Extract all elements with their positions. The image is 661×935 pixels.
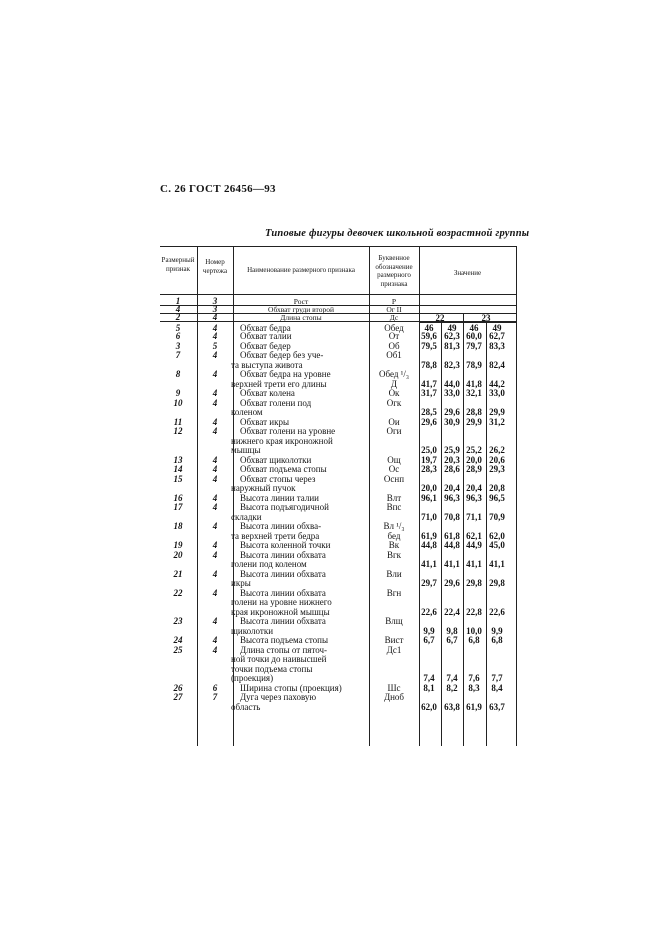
row-symbol: Ос: [388, 464, 400, 474]
row-value: 33,0: [489, 388, 505, 398]
value-header-hip: 49: [447, 322, 457, 333]
row-value: 44,2: [489, 378, 505, 389]
row-number: 6: [175, 331, 181, 341]
row-symbol: Дноб: [383, 692, 405, 702]
row-value: 10,0: [466, 625, 482, 636]
row-symbol: Оснп: [383, 473, 405, 484]
value-header-hip: 46: [469, 322, 479, 333]
row-drawing: 4: [212, 521, 218, 531]
row-name-line: нижнего края икроножной: [231, 435, 333, 446]
row-value: 20,6: [489, 454, 505, 465]
row-value: 79,5: [421, 340, 437, 351]
row-value: 71,0: [421, 511, 437, 522]
row-symbol: Дс1: [386, 644, 402, 655]
row-value: 9,8: [446, 625, 458, 636]
row-symbol: Шс: [387, 682, 401, 693]
param-row-symbol: Дс: [389, 313, 399, 322]
row-name-line: Обхват стопы через: [240, 473, 316, 484]
row-symbol: Оги: [386, 426, 402, 436]
row-number: 27: [173, 692, 183, 702]
row-number: 14: [173, 464, 183, 474]
row-value: 29,8: [489, 578, 505, 588]
row-number: 26: [173, 682, 183, 693]
subcol-divider: [486, 322, 487, 746]
row-number: 9: [175, 388, 181, 398]
table-title: Типовые фигуры девочек школьной возрастной группы: [265, 228, 530, 239]
row-value: 29,6: [444, 578, 460, 588]
row-drawing: 4: [212, 350, 218, 360]
row-value: 44,8: [444, 540, 460, 550]
row-name-line: Высота подъема стопы: [240, 635, 329, 645]
row-value: 70,9: [489, 511, 505, 522]
row-value: 62,3: [444, 331, 460, 341]
row-name-line: икры: [231, 578, 251, 588]
row-value: 30,9: [444, 416, 460, 427]
row-number: 16: [173, 492, 183, 503]
subcol-divider: [441, 322, 442, 746]
row-number: 3: [175, 340, 181, 351]
row-value: 41,8: [466, 378, 482, 389]
value-header-foot-22: 22: [435, 313, 445, 323]
row-value: 20,0: [421, 483, 437, 493]
row-symbol: Обед: [384, 322, 404, 333]
row-symbol: Вист: [384, 635, 404, 645]
row-drawing: 4: [212, 587, 218, 598]
row-drawing: 5: [212, 340, 218, 351]
header-bottom-rule: [160, 294, 517, 295]
row-symbol-sub: Д: [390, 378, 398, 389]
row-drawing: 4: [212, 635, 218, 645]
row-drawing: 4: [212, 568, 218, 579]
page-header: С. 26 ГОСТ 26456—93: [160, 183, 276, 195]
row-symbol: Огк: [386, 397, 402, 408]
row-value: 71,1: [466, 511, 482, 522]
row-symbol: Влщ: [385, 616, 403, 626]
param-row-drawing: 3: [212, 296, 218, 306]
row-value: 62,0: [489, 530, 505, 541]
row-name-line: Обхват икры: [240, 416, 290, 427]
row-symbol: От: [388, 331, 400, 341]
row-symbol: Об1: [386, 350, 402, 360]
row-value: 20,4: [466, 483, 482, 493]
row-name-line: Обхват бедер без уче-: [240, 350, 324, 360]
row-name-line: Высота линии талии: [240, 492, 319, 503]
row-number: 10: [173, 397, 183, 408]
row-number: 5: [175, 322, 181, 333]
row-value: 29,8: [466, 578, 482, 588]
row-symbol: Вл ¹/₃: [383, 521, 405, 531]
row-value: 6,8: [468, 635, 480, 645]
row-name-line: верхней трети его длины: [231, 378, 327, 389]
row-value: 6,7: [446, 635, 458, 645]
row-value: 45,0: [489, 540, 505, 550]
row-value: 20,8: [489, 483, 505, 493]
param-row-symbol: Р: [391, 297, 397, 306]
row-name-line: Высота линии обхва-: [240, 521, 322, 531]
row-name-line: точки подъема стопы: [231, 663, 313, 674]
row-value: 83,3: [489, 340, 505, 351]
row-value: 41,1: [466, 559, 482, 569]
row-value: 79,7: [466, 340, 482, 351]
row-number: 23: [173, 616, 183, 626]
row-value: 78,9: [466, 359, 482, 370]
row-number: 18: [173, 521, 183, 531]
row-value: 28,8: [466, 407, 482, 417]
row-number: 15: [173, 473, 183, 484]
col-header-drawing-no: Номер чертежа: [202, 258, 228, 275]
row-value: 7,6: [468, 673, 480, 683]
row-value: 22,8: [466, 606, 482, 617]
row-value: 25,0: [421, 445, 437, 455]
row-drawing: 4: [212, 473, 218, 484]
row-drawing: 4: [212, 369, 218, 379]
row-name-line: ной точки до наивысшей: [231, 654, 327, 664]
row-value: 25,9: [444, 445, 460, 455]
row-number: 25: [173, 644, 183, 655]
row-number: 11: [173, 416, 183, 427]
row-name-line: область: [231, 701, 261, 712]
row-name-line: Высота линии обхвата: [240, 616, 326, 626]
row-value: 41,1: [489, 559, 505, 569]
param-row-number: 4: [175, 304, 181, 314]
row-value: 6,8: [491, 635, 503, 645]
row-value: 8,4: [491, 682, 503, 693]
row-value: 59,6: [421, 331, 437, 341]
row-value: 81,3: [444, 340, 460, 351]
col-header-feature-no: Размерный признак: [161, 256, 195, 273]
row-name-line: та выступа живота: [231, 359, 303, 370]
param-row-drawing: 3: [212, 304, 218, 314]
subcol-divider: [463, 313, 464, 322]
row-name-line: Высота линии обхвата: [240, 549, 326, 560]
row-value: 62,1: [466, 530, 482, 541]
row-drawing: 4: [212, 388, 218, 398]
row-value: 44,0: [444, 378, 460, 389]
row-value: 28,5: [421, 407, 437, 417]
row-value: 61,9: [421, 530, 437, 541]
row-name-line: складки: [231, 511, 262, 522]
row-symbol-sub: бед: [387, 530, 401, 541]
row-value: 20,3: [444, 454, 460, 465]
row-value: 28,6: [444, 464, 460, 474]
row-name-line: Обхват колена: [240, 388, 295, 398]
row-value: 19,7: [421, 454, 437, 465]
row-value: 32,1: [466, 388, 482, 398]
row-name-line: Высота линии обхвата: [240, 568, 326, 579]
row-value: 26,2: [489, 445, 505, 455]
row-value: 41,1: [444, 559, 460, 569]
row-number: 7: [175, 350, 181, 360]
row-value: 61,9: [466, 701, 482, 712]
row-value: 7,4: [446, 673, 458, 683]
row-number: 8: [175, 369, 181, 379]
row-value: 41,7: [421, 378, 437, 389]
row-name-line: Длина стопы от пяточ-: [240, 644, 328, 655]
row-drawing: 4: [212, 454, 218, 465]
row-name-line: Обхват бедра на уровне: [240, 369, 331, 379]
row-name-line: Обхват подъема стопы: [240, 464, 327, 474]
col-header-name: Наименование размерного признака: [247, 266, 355, 274]
row-value: 6,7: [423, 635, 435, 645]
row-name-line: Обхват голени на уровне: [240, 426, 336, 436]
row-drawing: 7: [212, 692, 218, 702]
row-value: 7,4: [423, 673, 435, 683]
row-value: 8,1: [423, 682, 435, 693]
row-value: 7,7: [491, 673, 503, 683]
row-symbol: Вли: [386, 568, 402, 579]
row-drawing: 4: [212, 540, 218, 550]
row-value: 82,3: [444, 359, 460, 370]
row-value: 41,1: [421, 559, 437, 569]
row-value: 29,9: [489, 407, 505, 417]
subcol-divider: [463, 322, 464, 746]
row-name-line: Дуга через паховую: [240, 692, 317, 702]
row-value: 29,9: [466, 416, 482, 427]
table-top-rule: [160, 246, 517, 247]
row-name-line: щиколотки: [231, 625, 274, 636]
row-drawing: 4: [212, 616, 218, 626]
row-number: 17: [173, 502, 183, 512]
row-value: 8,2: [446, 682, 458, 693]
row-drawing: 6: [212, 682, 218, 693]
row-value: 22,4: [444, 606, 460, 617]
row-name-line: (проекция): [231, 673, 274, 683]
row-symbol: Вгн: [386, 587, 402, 598]
row-number: 12: [173, 426, 183, 436]
row-name-line: Обхват голени под: [240, 397, 312, 408]
row-number: 24: [173, 635, 183, 645]
row-value: 44,9: [466, 540, 482, 550]
param-row-name: Рост: [293, 297, 309, 306]
value-header-hip: 49: [492, 322, 502, 333]
row-value: 29,6: [421, 416, 437, 427]
row-symbol: Ок: [388, 388, 400, 398]
col-header-symbol: Буквенное обозначение размерного признака: [375, 254, 413, 288]
row-name-line: голени на уровне нижнего: [231, 597, 332, 607]
row-drawing: 4: [212, 331, 218, 341]
row-value: 8,3: [468, 682, 480, 693]
row-number: 22: [173, 587, 183, 598]
row-symbol: Ои: [388, 416, 400, 427]
row-name-line: Ширина стопы (проекция): [240, 682, 342, 693]
row-number: 13: [173, 454, 183, 465]
row-name: Обхват бедра: [240, 322, 291, 333]
row-value: 44,8: [421, 540, 437, 550]
row-symbol: Влт: [386, 492, 402, 503]
row-symbol: Ощ: [387, 454, 401, 465]
row-symbol: Обед ¹/₃: [378, 369, 410, 379]
row-value: 63,8: [444, 701, 460, 712]
row-symbol: Впс: [386, 502, 402, 512]
row-value: 96,1: [421, 492, 437, 503]
row-value: 31,2: [489, 416, 505, 427]
col-header-value: Значение: [453, 269, 482, 277]
param-row-symbol: Ог II: [386, 305, 402, 314]
row-name-line: голени под коленом: [231, 559, 307, 569]
row-drawing: 4: [212, 426, 218, 436]
param-row-number: 2: [175, 312, 181, 322]
row-drawing: 4: [212, 397, 218, 408]
row-drawing: 4: [212, 549, 218, 560]
row-value: 61,8: [444, 530, 460, 541]
row-value: 96,3: [466, 492, 482, 503]
value-header-hip: 46: [424, 322, 434, 333]
row-number: 21: [173, 568, 183, 579]
row-name-line: Высота коленной точки: [240, 540, 331, 550]
row-value: 63,7: [489, 701, 505, 712]
value-header-foot-23: 23: [481, 313, 491, 323]
row-name-line: Высота линии обхвата: [240, 587, 326, 598]
row-value: 9,9: [491, 625, 503, 636]
row-value: 70,8: [444, 511, 460, 522]
row-name-line: мышцы: [231, 445, 261, 455]
row-value: 33,0: [444, 388, 460, 398]
row-drawing: 4: [212, 492, 218, 503]
row-value: 9,9: [423, 625, 435, 636]
param-row-number: 1: [175, 296, 181, 306]
row-drawing: 4: [212, 416, 218, 427]
row-name-line: края икроножной мышцы: [231, 606, 330, 617]
param-row-drawing: 4: [212, 312, 218, 322]
row-name-line: коленом: [231, 407, 263, 417]
row-value: 28,9: [466, 464, 482, 474]
row-name-line: Высота подъягодичной: [240, 502, 329, 512]
row-value: 25,2: [466, 445, 482, 455]
row-symbol: Об: [388, 340, 400, 351]
row-value: 62,0: [421, 701, 437, 712]
row-name-line: Обхват талии: [240, 331, 292, 341]
row-drawing: 4: [212, 502, 218, 512]
row-value: 20,0: [466, 454, 482, 465]
row-name-line: Обхват щиколотки: [240, 454, 312, 465]
param-row-name: Обхват груди второй: [268, 305, 334, 314]
row-symbol: Вк: [388, 540, 400, 550]
row-drawing: 4: [212, 464, 218, 474]
row-number: 20: [173, 549, 183, 560]
row-value: 96,5: [489, 492, 505, 503]
row-number: 19: [173, 540, 183, 550]
row-value: 82,4: [489, 359, 505, 370]
param-row-name: Длина стопы: [280, 313, 322, 322]
data-table: [160, 246, 517, 746]
row-value: 31,7: [421, 388, 437, 398]
row-value: 29,6: [444, 407, 460, 417]
row-value: 60,0: [466, 331, 482, 341]
row-value: 20,4: [444, 483, 460, 493]
row-value: 28,3: [421, 464, 437, 474]
row-value: 78,8: [421, 359, 437, 370]
row-name-line: та верхней трети бедра: [231, 530, 320, 541]
row-value: 96,3: [444, 492, 460, 503]
row-value: 29,7: [421, 578, 437, 588]
row-value: 22,6: [421, 606, 437, 617]
row-name-line: наружный пучок: [231, 483, 296, 493]
row-value: 22,6: [489, 606, 505, 617]
row-drawing: 4: [212, 644, 218, 655]
row-value: 62,7: [489, 331, 505, 341]
row-symbol: Вгк: [386, 549, 402, 560]
row-drawing: 4: [212, 322, 218, 333]
row-name-line: Обхват бедер: [240, 340, 291, 351]
row-value: 29,3: [489, 464, 505, 474]
